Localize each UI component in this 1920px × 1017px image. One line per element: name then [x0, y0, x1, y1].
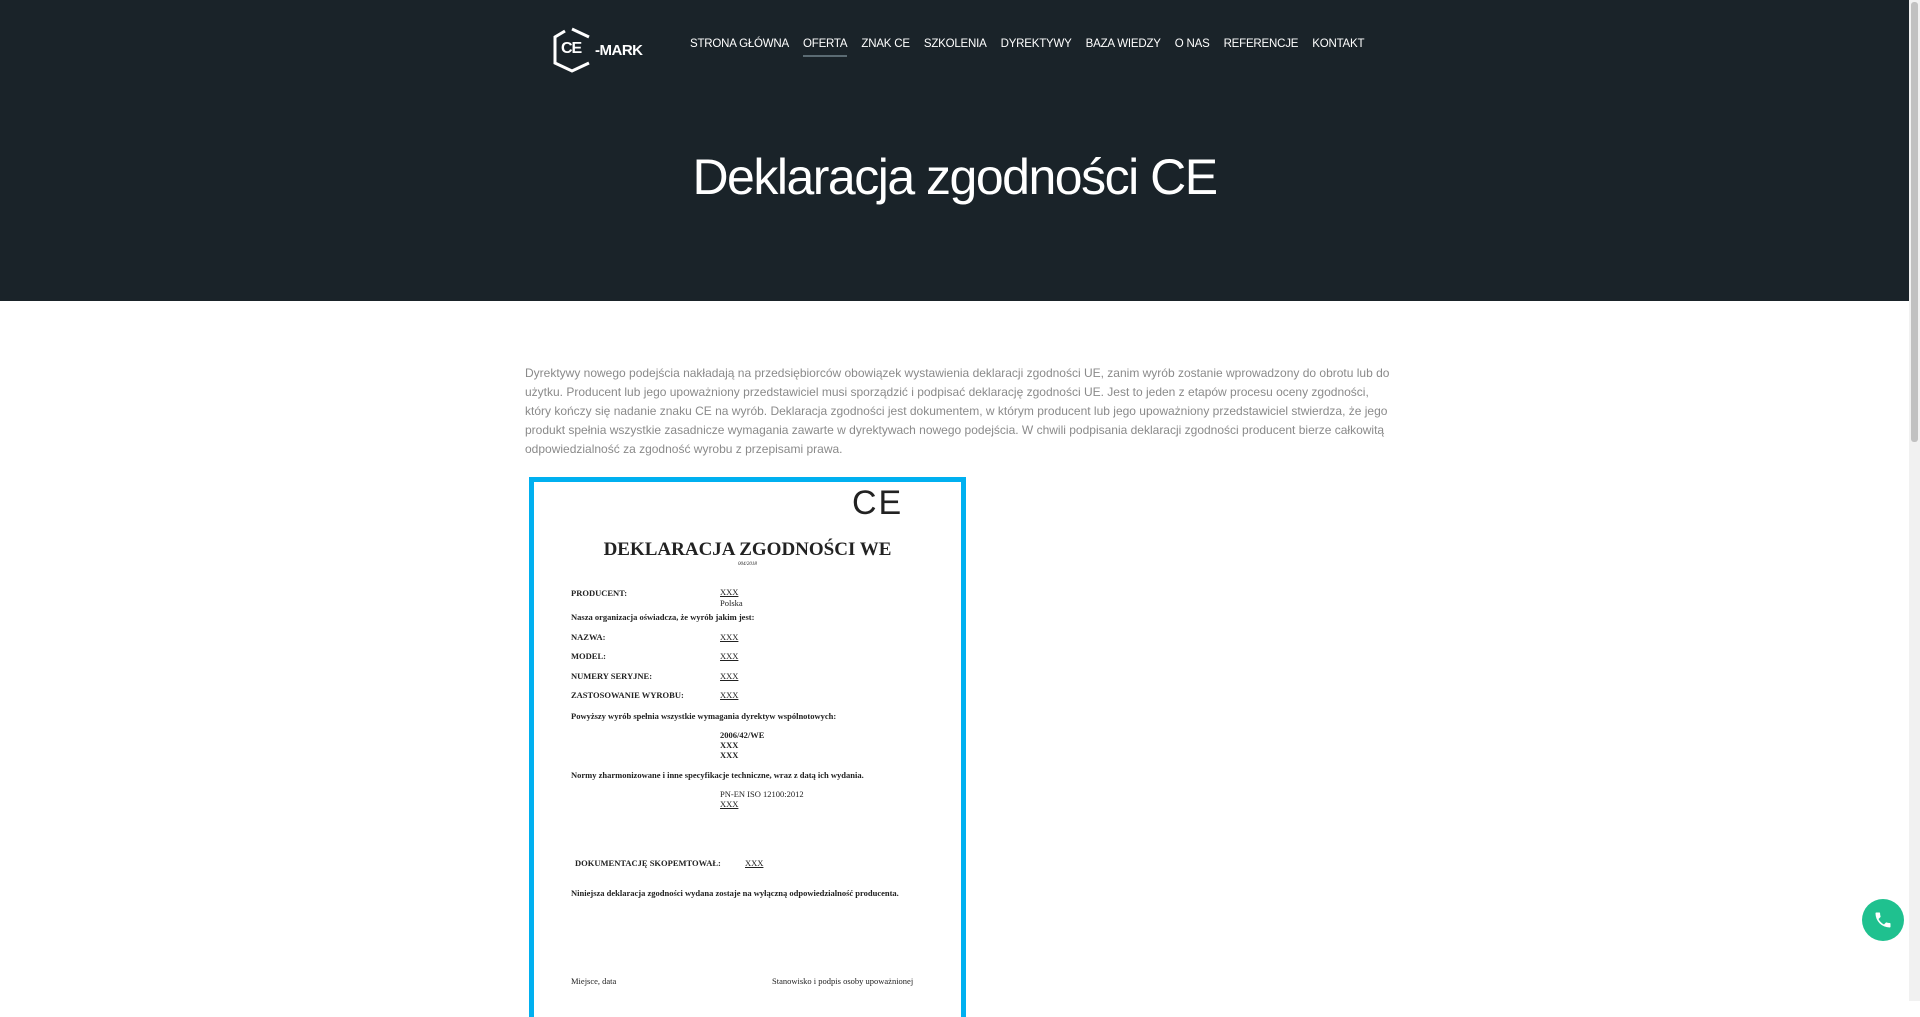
- documentation-value: XXX: [745, 858, 764, 868]
- statement: Nasza organizacja oświadcza, że wyrób jakim jest:: [571, 612, 755, 622]
- producent-value: XXX: [720, 587, 739, 597]
- use-label: ZASTOSOWANIE WYROBU:: [571, 690, 684, 700]
- doc-heading: DEKLARACJA ZGODNOŚCI WE: [603, 539, 892, 560]
- phone-icon: [1873, 910, 1893, 930]
- nav-o-nas[interactable]: O NAS: [1174, 38, 1210, 50]
- place-date: Miejsce, data: [571, 976, 617, 986]
- scrollbar[interactable]: [1909, 0, 1920, 1001]
- page-title: Deklaracja zgodności CE: [692, 149, 1217, 205]
- nav-znak-ce[interactable]: ZNAK CE: [861, 38, 910, 50]
- norm-item: PN-EN ISO 12100:2012: [720, 789, 804, 799]
- intro-paragraph: Dyrektywy nowego podejścia nakładają na przedsiębiorców obowiązek wystawienia deklaracji zgodności UE, zanim wyrób zostanie wprowadzony do obrotu lub do użytku. Producent lub jego upoważniony przedstawiciel musi sporządzić i podpisać deklarację zgodności UE. Jest to jeden z etapów procesu oceny zgodności, który kończy się nadanie znaku CE na wyrób. Deklaracja zgodności jest dokumentem, w którym producent lub jego upoważniony przedstawiciel stwierdza, że jego produkt spełnia wszystkie zasadnicze wymagania zawarte w dyrektywach nowego podejścia. W chwili podpisania deklaracji zgodności producent bierze całkowitą odpowiedzialność za zgodność wyrobu z przepisami prawa.: [525, 366, 1390, 456]
- norms-intro: Normy zharmonizowane i inne specyfikacje techniczne, wraz z datą ich wydania.: [571, 770, 864, 780]
- responsibility-text: Niniejsza deklaracja zgodności wydana zostaje na wyłączną odpowiedzialność producenta.: [571, 888, 899, 898]
- documentation-label: DOKUMENTACJĘ SKOPEMTOWAŁ:: [575, 858, 721, 868]
- nazwa-label: NAZWA:: [571, 632, 606, 642]
- logo-ce-text: CE: [561, 40, 582, 57]
- declaration-document-image: [529, 477, 966, 1017]
- serial-label: NUMERY SERYJNE:: [571, 671, 653, 681]
- directive-item: XXX: [720, 740, 739, 750]
- directive-item: XXX: [720, 750, 739, 760]
- nav-szkolenia[interactable]: SZKOLENIA: [923, 38, 987, 50]
- scrollbar-thumb[interactable]: [1911, 2, 1918, 442]
- doc-number: 004/2018: [738, 562, 757, 567]
- directives-intro: Powyższy wyrób spełnia wszystkie wymagania dyrektyw wspólnotowych:: [571, 711, 837, 721]
- logo[interactable]: [551, 27, 643, 73]
- serial-value: XXX: [720, 671, 739, 681]
- nav-referencje[interactable]: REFERENCJE: [1223, 38, 1299, 50]
- model-value: XXX: [720, 651, 739, 661]
- use-value: XXX: [720, 690, 739, 700]
- nav-oferta[interactable]: OFERTA: [803, 38, 847, 57]
- producent-label: PRODUCENT:: [571, 588, 628, 598]
- nav-dyrektywy[interactable]: DYREKTYWY: [1000, 38, 1072, 50]
- nazwa-value: XXX: [720, 632, 739, 642]
- page-header: [0, 0, 1909, 301]
- call-button[interactable]: [1862, 899, 1904, 941]
- nav-baza-wiedzy[interactable]: BAZA WIEDZY: [1085, 38, 1161, 50]
- model-label: MODEL:: [571, 651, 606, 661]
- main-nav: [690, 38, 1364, 57]
- norm-item: XXX: [720, 799, 739, 809]
- ce-mark-logo: CE: [852, 484, 904, 522]
- directive-item: 2006/42/WE: [720, 730, 765, 740]
- logo-mark-text: -MARK: [595, 41, 643, 59]
- signature-label: Stanowisko i podpis osoby upoważnionej: [772, 976, 914, 986]
- producent-country: Polska: [720, 598, 743, 608]
- nav-strona-glowna[interactable]: STRONA GŁÓWNA: [690, 38, 789, 50]
- nav-kontakt[interactable]: KONTAKT: [1312, 38, 1365, 50]
